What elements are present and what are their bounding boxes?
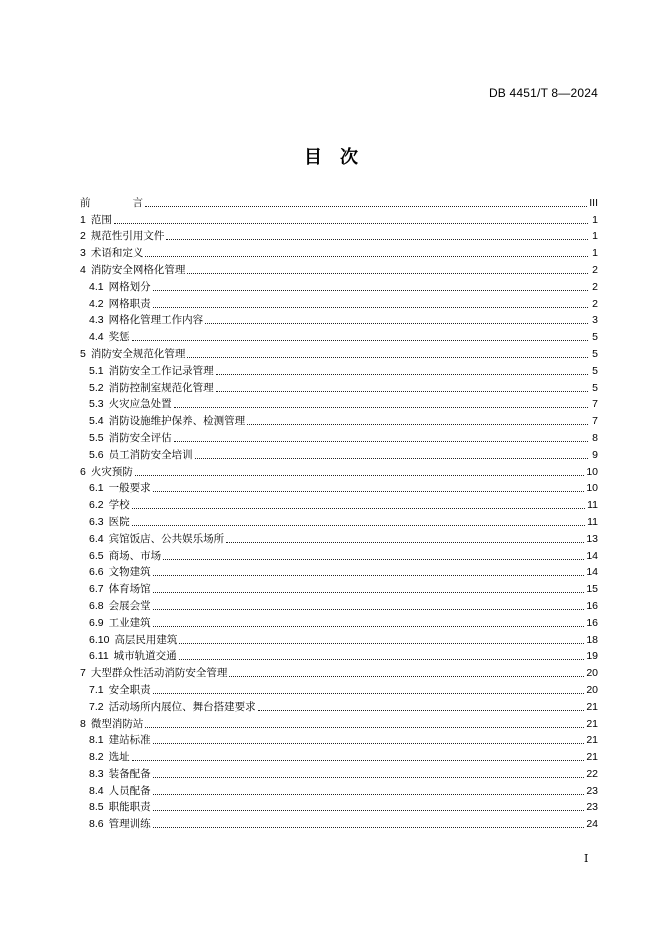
toc-leader-dots	[205, 322, 588, 324]
toc-entry[interactable]	[80, 294, 598, 311]
toc-section-number: 5.4	[89, 415, 104, 428]
toc-page-number: 2	[592, 280, 598, 293]
toc-section-title: 规范性引用文件	[90, 230, 165, 243]
toc-section-title: 消防设施维护保养、检测管理	[108, 415, 246, 428]
toc-preface-label-b: 言	[132, 196, 143, 209]
toc-leader-dots	[135, 474, 584, 476]
toc-entry[interactable]	[80, 378, 598, 395]
toc-leader-dots	[145, 205, 587, 207]
toc-leader-dots	[145, 726, 584, 728]
toc-leader-dots	[163, 558, 584, 560]
toc-page-number: 7	[592, 415, 598, 428]
toc-section-title: 城市轨道交通	[113, 650, 177, 663]
toc-page-number: 22	[586, 767, 598, 780]
toc-leader-dots	[153, 289, 588, 291]
toc-section-title: 消防安全规范化管理	[90, 347, 186, 360]
toc-entry[interactable]	[80, 361, 598, 378]
toc-entry[interactable]	[80, 613, 598, 630]
toc-section-number: 4	[80, 263, 86, 276]
table-of-contents	[80, 193, 598, 831]
toc-section-number: 4.2	[89, 297, 104, 310]
toc-page-number: III	[589, 196, 598, 209]
toc-page-number: 1	[592, 247, 598, 260]
toc-page-number: 5	[592, 347, 598, 360]
toc-leader-dots	[153, 809, 585, 811]
toc-page-number: 24	[586, 818, 598, 831]
toc-page-number: 5	[592, 381, 598, 394]
toc-leader-dots	[153, 826, 585, 828]
toc-section-number: 7.2	[89, 700, 104, 713]
toc-section-title: 会展会堂	[108, 599, 151, 612]
toc-section-number: 4.1	[89, 280, 104, 293]
toc-leader-dots	[145, 255, 588, 257]
toc-leader-dots	[153, 574, 585, 576]
toc-section-number: 5.5	[89, 431, 104, 444]
toc-page-number: 16	[586, 599, 598, 612]
toc-entry[interactable]	[80, 445, 598, 462]
toc-leader-dots	[132, 524, 585, 526]
toc-section-number: 6.1	[89, 482, 104, 495]
toc-entry[interactable]	[80, 428, 598, 445]
toc-leader-dots	[132, 339, 588, 341]
document-id: DB 4451/T 8—2024	[488, 86, 598, 100]
toc-leader-dots	[153, 591, 585, 593]
toc-leader-dots	[216, 373, 588, 375]
toc-leader-dots	[258, 709, 585, 711]
toc-entry[interactable]	[80, 579, 598, 596]
toc-leader-dots	[132, 507, 585, 509]
toc-section-number: 8	[80, 717, 86, 730]
toc-section-number: 6.9	[89, 616, 104, 629]
toc-page-number: 1	[592, 230, 598, 243]
toc-leader-dots	[153, 306, 588, 308]
toc-page-number: 5	[592, 331, 598, 344]
page-title: 目 次	[304, 147, 358, 168]
toc-page-number: 5	[592, 364, 598, 377]
toc-section-title: 建站标准	[108, 734, 151, 747]
toc-leader-dots	[179, 658, 585, 660]
toc-section-title: 学校	[108, 499, 130, 512]
toc-page-number: 8	[592, 431, 598, 444]
toc-section-number: 5.3	[89, 398, 104, 411]
toc-section-title: 消防控制室规范化管理	[108, 381, 214, 394]
toc-entry[interactable]	[80, 344, 598, 361]
toc-page-number: 7	[592, 398, 598, 411]
toc-leader-dots	[179, 642, 584, 644]
toc-entry[interactable]	[80, 798, 598, 815]
toc-section-number: 5.2	[89, 381, 104, 394]
toc-section-number: 8.4	[89, 784, 104, 797]
toc-section-number: 8.1	[89, 734, 104, 747]
toc-entry[interactable]	[80, 663, 598, 680]
toc-page-number: 23	[586, 801, 598, 814]
toc-entry[interactable]	[80, 311, 598, 328]
toc-section-title: 人员配备	[108, 784, 151, 797]
toc-section-number: 8.5	[89, 801, 104, 814]
toc-entry[interactable]	[80, 479, 598, 496]
toc-section-title: 选址	[108, 751, 130, 764]
toc-page-number: 19	[586, 650, 598, 663]
toc-page-number: 13	[586, 532, 598, 545]
toc-entry[interactable]	[80, 714, 598, 731]
toc-section-title: 大型群众性活动消防安全管理	[90, 667, 228, 680]
toc-section-title: 文物建筑	[108, 566, 151, 579]
toc-section-number: 8.2	[89, 751, 104, 764]
toc-section-number: 6.5	[89, 549, 104, 562]
toc-section-title: 消防安全工作记录管理	[108, 364, 214, 377]
toc-preface-label-a: 前	[80, 196, 91, 209]
toc-section-title: 宾馆饭店、公共娱乐场所	[108, 532, 225, 545]
toc-section-number: 4.3	[89, 314, 104, 327]
toc-section-title: 消防安全评估	[108, 431, 172, 444]
toc-entry[interactable]	[80, 227, 598, 244]
toc-entry-list	[80, 210, 598, 831]
toc-page-number: 2	[592, 263, 598, 276]
toc-section-number: 6.2	[89, 499, 104, 512]
toc-section-number: 2	[80, 230, 86, 243]
toc-entry[interactable]	[80, 731, 598, 748]
toc-section-number: 8.3	[89, 767, 104, 780]
toc-leader-dots	[153, 625, 585, 627]
toc-page-number: 14	[586, 549, 598, 562]
toc-entry[interactable]	[80, 697, 598, 714]
toc-entry[interactable]	[80, 647, 598, 664]
toc-leader-dots	[174, 440, 588, 442]
toc-section-title: 活动场所内展位、舞台搭建要求	[108, 700, 256, 713]
toc-page-number: 20	[586, 667, 598, 680]
toc-section-title: 术语和定义	[90, 247, 144, 260]
toc-leader-dots	[187, 272, 588, 274]
toc-leader-dots	[153, 793, 585, 795]
toc-page-number: 20	[586, 683, 598, 696]
toc-section-title: 网格划分	[108, 280, 151, 293]
toc-section-number: 6.4	[89, 532, 104, 545]
toc-section-title: 职能职责	[108, 801, 151, 814]
toc-page-number: 10	[586, 465, 598, 478]
toc-leader-dots	[187, 356, 588, 358]
toc-entry[interactable]	[80, 596, 598, 613]
toc-section-number: 6.8	[89, 599, 104, 612]
toc-section-number: 6.11	[89, 650, 109, 663]
toc-section-title: 体育场馆	[108, 583, 151, 596]
toc-leader-dots	[166, 238, 588, 240]
toc-entry[interactable]	[80, 277, 598, 294]
toc-page-number: 21	[586, 717, 598, 730]
toc-entry[interactable]	[80, 462, 598, 479]
toc-section-number: 6.3	[89, 515, 104, 528]
toc-entry[interactable]	[80, 630, 598, 647]
toc-leader-dots	[132, 759, 585, 761]
toc-entry[interactable]	[80, 546, 598, 563]
toc-page-number: 3	[592, 314, 598, 327]
toc-page-number: 16	[586, 616, 598, 629]
toc-section-title: 员工消防安全培训	[108, 448, 193, 461]
toc-entry[interactable]	[80, 395, 598, 412]
toc-page-number: 1	[592, 213, 598, 226]
toc-section-title: 网格化管理工作内容	[108, 314, 204, 327]
toc-leader-dots	[226, 541, 584, 543]
toc-entry[interactable]	[80, 680, 598, 697]
toc-entry[interactable]	[80, 814, 598, 831]
toc-leader-dots	[153, 742, 585, 744]
toc-page-number: 23	[586, 784, 598, 797]
toc-section-title: 火灾预防	[90, 465, 133, 478]
toc-section-number: 5.1	[89, 364, 104, 377]
toc-section-title: 微型消防站	[90, 717, 144, 730]
toc-section-title: 安全职责	[108, 683, 151, 696]
toc-page-number: 21	[586, 700, 598, 713]
toc-entry[interactable]	[80, 781, 598, 798]
toc-section-number: 1	[80, 213, 86, 226]
toc-page-number: 18	[586, 633, 598, 646]
toc-entry[interactable]	[80, 764, 598, 781]
toc-section-title: 一般要求	[108, 482, 151, 495]
toc-section-title: 范围	[90, 213, 112, 226]
toc-entry[interactable]	[80, 747, 598, 764]
toc-entry[interactable]	[80, 529, 598, 546]
toc-section-title: 高层民用建筑	[114, 633, 178, 646]
toc-section-number: 5.6	[89, 448, 104, 461]
toc-entry[interactable]	[80, 243, 598, 260]
toc-page-number: 9	[592, 448, 598, 461]
toc-page-number: 21	[586, 734, 598, 747]
toc-leader-dots	[114, 222, 588, 224]
toc-section-title: 管理训练	[108, 818, 151, 831]
toc-leader-dots	[153, 608, 585, 610]
toc-leader-dots	[247, 423, 588, 425]
toc-page-number: 14	[586, 566, 598, 579]
toc-section-number: 6.10	[89, 633, 110, 646]
toc-section-number: 6.7	[89, 583, 104, 596]
page-footer-number: I	[584, 852, 589, 865]
toc-page-number: 2	[592, 297, 598, 310]
toc-section-title: 奖惩	[108, 331, 130, 344]
toc-entry[interactable]	[80, 327, 598, 344]
toc-section-number: 8.6	[89, 818, 104, 831]
toc-leader-dots	[195, 457, 588, 459]
toc-page-number: 10	[586, 482, 598, 495]
toc-page-number: 11	[587, 515, 598, 528]
toc-leader-dots	[153, 692, 585, 694]
toc-entry[interactable]	[80, 210, 598, 227]
toc-page-number: 11	[587, 499, 598, 512]
toc-entry[interactable]	[80, 411, 598, 428]
toc-section-number: 7.1	[89, 683, 104, 696]
toc-section-number: 5	[80, 347, 86, 360]
toc-section-title: 装备配备	[108, 767, 151, 780]
toc-leader-dots	[153, 490, 585, 492]
toc-leader-dots	[174, 406, 588, 408]
toc-entry[interactable]	[80, 563, 598, 580]
toc-entry[interactable]	[80, 495, 598, 512]
toc-page-number: 15	[586, 583, 598, 596]
toc-page-number: 21	[586, 751, 598, 764]
toc-section-title: 网格职责	[108, 297, 151, 310]
toc-section-title: 医院	[108, 515, 130, 528]
toc-section-number: 3	[80, 247, 86, 260]
toc-section-number: 7	[80, 667, 86, 680]
toc-section-number: 6	[80, 465, 86, 478]
toc-leader-dots	[153, 776, 585, 778]
toc-leader-dots	[229, 675, 584, 677]
toc-entry[interactable]	[80, 512, 598, 529]
toc-entry[interactable]	[80, 260, 598, 277]
toc-section-number: 4.4	[89, 331, 104, 344]
toc-section-title: 工业建筑	[108, 616, 151, 629]
toc-section-title: 火灾应急处置	[108, 398, 172, 411]
toc-section-title: 消防安全网格化管理	[90, 263, 186, 276]
toc-entry-preface[interactable]	[80, 193, 598, 210]
toc-section-title: 商场、市场	[108, 549, 162, 562]
toc-section-number: 6.6	[89, 566, 104, 579]
toc-leader-dots	[216, 390, 588, 392]
